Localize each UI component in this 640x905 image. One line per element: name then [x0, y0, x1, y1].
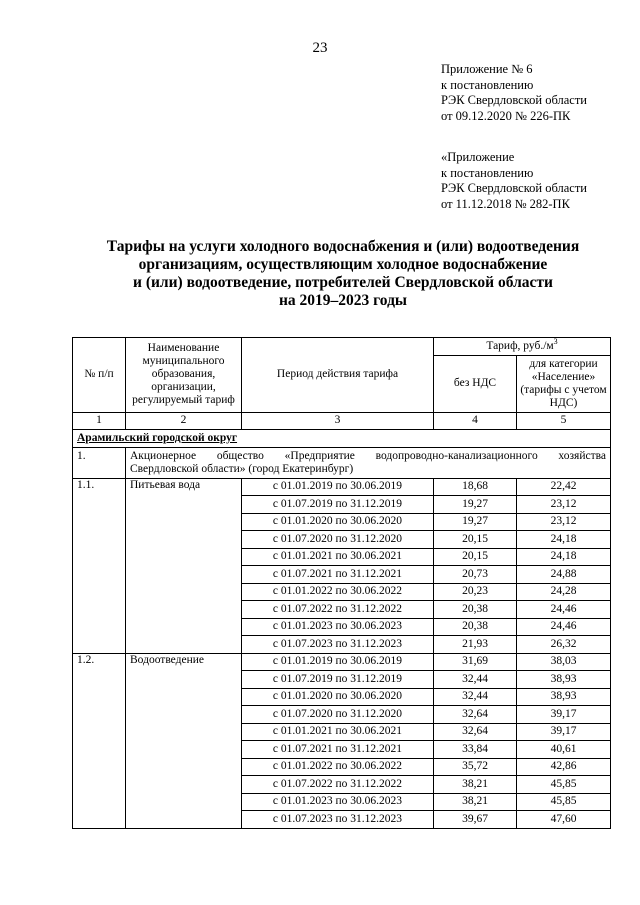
period-cell: с 01.01.2023 по 30.06.2023 [242, 793, 434, 811]
col-number: 5 [517, 412, 611, 430]
tariff-population-cell: 24,18 [517, 531, 611, 549]
period-cell: с 01.07.2022 по 31.12.2022 [242, 601, 434, 619]
section-heading: Арамильский городской округ [73, 430, 611, 448]
period-cell: с 01.07.2020 по 31.12.2020 [242, 531, 434, 549]
tariff-no-vat-cell: 38,21 [434, 793, 517, 811]
organization-name-line: Акционерное общество «Предприятие водопроводно-канализационного хозяйства [130, 449, 606, 462]
tariff-population-cell: 42,86 [517, 758, 611, 776]
header-period: Период действия тарифа [242, 338, 434, 413]
tariff-population-cell: 24,46 [517, 618, 611, 636]
tariff-no-vat-cell: 31,69 [434, 653, 517, 671]
tariff-population-cell: 24,28 [517, 583, 611, 601]
period-cell: с 01.01.2023 по 30.06.2023 [242, 618, 434, 636]
tariff-no-vat-cell: 20,38 [434, 618, 517, 636]
tariff-population-cell: 38,93 [517, 671, 611, 689]
tariff-no-vat-cell: 21,93 [434, 636, 517, 654]
tariff-no-vat-cell: 35,72 [434, 758, 517, 776]
tariff-no-vat-cell: 20,23 [434, 583, 517, 601]
col-number: 4 [434, 412, 517, 430]
header-name: Наименование муниципального образования, организации, регулируемый тариф [126, 338, 242, 413]
tariff-population-cell: 38,93 [517, 688, 611, 706]
organization-name-line: Свердловской области» (город Екатеринбург) [130, 462, 354, 475]
tariff-no-vat-cell: 20,15 [434, 548, 517, 566]
period-cell: с 01.07.2019 по 31.12.2019 [242, 671, 434, 689]
annex-line: к постановлению [441, 77, 534, 92]
table-row [73, 653, 611, 671]
tariff-population-cell: 40,61 [517, 741, 611, 759]
tariff-no-vat-cell: 38,21 [434, 776, 517, 794]
organization-name [126, 447, 611, 478]
tariff-unit-superscript: 3 [553, 336, 558, 346]
tariff-unit-label: Тариф, руб./м [486, 339, 554, 352]
tariff-population-cell: 22,42 [517, 478, 611, 496]
period-cell: с 01.07.2019 по 31.12.2019 [242, 496, 434, 514]
table-header [73, 338, 611, 430]
period-cell: с 01.07.2023 по 31.12.2023 [242, 636, 434, 654]
period-cell: с 01.01.2022 по 30.06.2022 [242, 758, 434, 776]
title-line: Тарифы на услуги холодного водоснабжения и (или) водоотведения [106, 238, 580, 255]
tariff-no-vat-cell: 19,27 [434, 496, 517, 514]
organization-num: 1. [73, 447, 126, 478]
tariff-no-vat-cell: 20,15 [434, 531, 517, 549]
period-cell: с 01.01.2020 по 30.06.2020 [242, 688, 434, 706]
col-number: 2 [126, 412, 242, 430]
group-name: Питьевая вода [126, 478, 242, 653]
title-line: организациям, осуществляющим холодное водоснабжение [138, 256, 548, 273]
tariff-no-vat-cell: 32,64 [434, 706, 517, 724]
period-cell: с 01.07.2023 по 31.12.2023 [242, 811, 434, 829]
annex-line: Приложение № 6 [441, 62, 533, 76]
period-cell: с 01.07.2021 по 31.12.2021 [242, 741, 434, 759]
tariff-no-vat-cell: 20,73 [434, 566, 517, 584]
period-cell: с 01.01.2022 по 30.06.2022 [242, 583, 434, 601]
tariff-no-vat-cell: 18,68 [434, 478, 517, 496]
tariff-no-vat-cell: 33,84 [434, 741, 517, 759]
period-cell: с 01.07.2021 по 31.12.2021 [242, 566, 434, 584]
header-num: № п/п [73, 338, 126, 413]
annex-line: «Приложение [441, 150, 515, 164]
header-tariff-group [434, 338, 611, 356]
document-title [60, 238, 626, 310]
page-number: 23 [312, 40, 328, 56]
period-cell: с 01.01.2021 по 30.06.2021 [242, 723, 434, 741]
tariff-population-cell: 39,17 [517, 706, 611, 724]
tariff-table [72, 337, 611, 829]
tariff-no-vat-cell: 32,44 [434, 688, 517, 706]
title-line: и (или) водоотведение, потребителей Свердловской области [133, 274, 553, 291]
period-cell: с 01.01.2020 по 30.06.2020 [242, 513, 434, 531]
tariff-population-cell: 24,88 [517, 566, 611, 584]
tariff-no-vat-cell: 32,64 [434, 723, 517, 741]
period-cell: с 01.01.2019 по 30.06.2019 [242, 478, 434, 496]
group-name: Водоотведение [126, 653, 242, 828]
annex-current [441, 62, 587, 124]
annex-line: от 09.12.2020 № 226-ПК [441, 108, 571, 123]
tariff-population-cell: 45,85 [517, 776, 611, 794]
header-population: для категории «Население» (тарифы с учетом НДС) [517, 355, 611, 412]
period-cell: с 01.01.2021 по 30.06.2021 [242, 548, 434, 566]
tariff-population-cell: 39,17 [517, 723, 611, 741]
tariff-population-cell: 24,46 [517, 601, 611, 619]
group-num: 1.1. [73, 478, 126, 653]
tariff-no-vat-cell: 39,67 [434, 811, 517, 829]
tariff-no-vat-cell: 19,27 [434, 513, 517, 531]
period-cell: с 01.01.2019 по 30.06.2019 [242, 653, 434, 671]
tariff-population-cell: 23,12 [517, 513, 611, 531]
period-cell: с 01.07.2022 по 31.12.2022 [242, 776, 434, 794]
tariff-population-cell: 24,18 [517, 548, 611, 566]
annex-original [441, 150, 587, 212]
annex-line: от 11.12.2018 № 282-ПК [441, 196, 570, 211]
annex-line: РЭК Свердловской области [441, 93, 587, 107]
table-body [73, 430, 611, 829]
title-line: на 2019–2023 годы [278, 292, 408, 309]
tariff-population-cell: 23,12 [517, 496, 611, 514]
col-number: 3 [242, 412, 434, 430]
tariff-no-vat-cell: 32,44 [434, 671, 517, 689]
tariff-population-cell: 38,03 [517, 653, 611, 671]
period-cell: с 01.07.2020 по 31.12.2020 [242, 706, 434, 724]
tariff-population-cell: 26,32 [517, 636, 611, 654]
annex-line: РЭК Свердловской области [441, 181, 587, 195]
tariff-population-cell: 47,60 [517, 811, 611, 829]
tariff-population-cell: 45,85 [517, 793, 611, 811]
table-row [73, 478, 611, 496]
header-no-vat: без НДС [434, 355, 517, 412]
annex-line: к постановлению [441, 165, 534, 180]
tariff-no-vat-cell: 20,38 [434, 601, 517, 619]
group-num: 1.2. [73, 653, 126, 828]
col-number: 1 [73, 412, 126, 430]
